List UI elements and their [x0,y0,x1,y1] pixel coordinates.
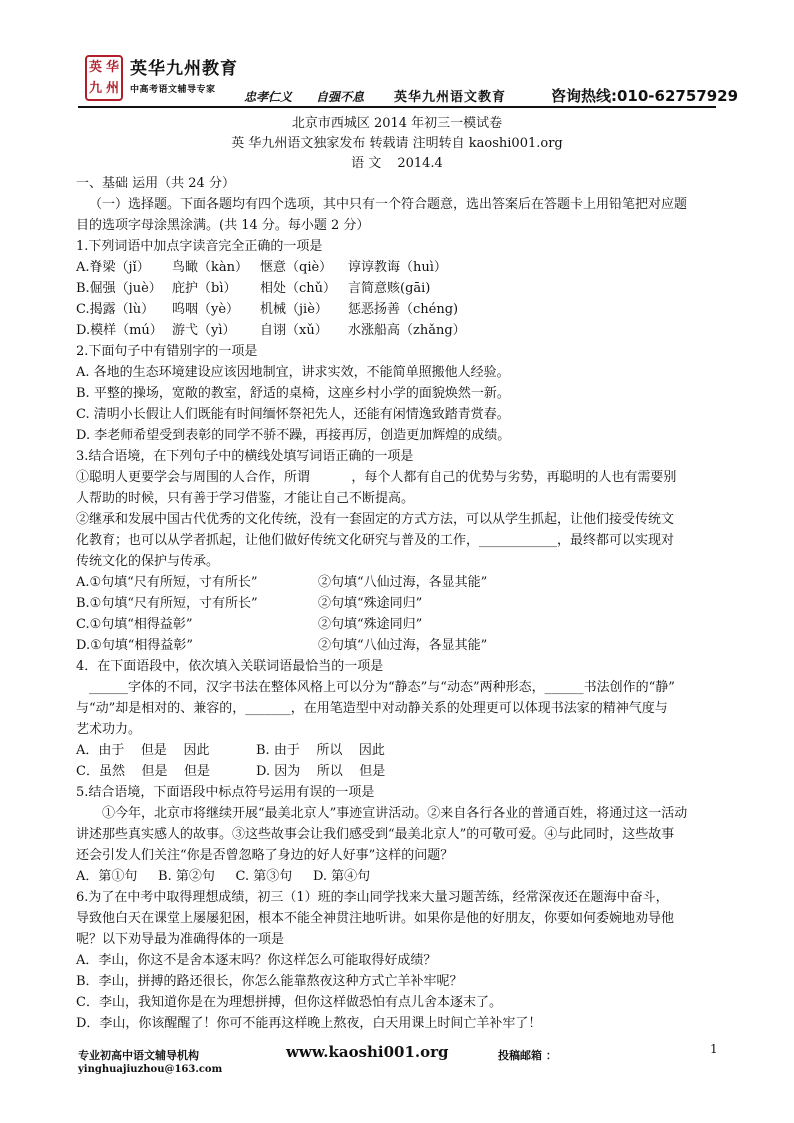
question-3-passage: ②继承和发展中国古代优秀的文化传统，没有一套固定的方式方法，可以从学生抓起，让他们接受传统文 [76,512,675,527]
option-word: 庇护（bì） [172,281,237,296]
option-choice: D. 因为 所以 但是 [256,764,386,779]
footer-email: yinghuajiuzhou@163.com [78,1064,223,1075]
option-word: 谆谆教诲（huì） [348,260,447,275]
option-part: ②句填“八仙过海，各显其能” [318,575,488,590]
question-1-option [76,299,721,320]
logo-char: 英 [88,60,102,75]
question-1-stem: 1.下列词语中加点字读音完全正确的一项是 [76,239,323,254]
question-4-passage: 与“动”却是相对的、兼容的，_______，在用笔造型中对动静关系的处理更可以体现书法家的精神气度与 [76,701,668,716]
question-6-option: C．李山，我知道你是在为理想拼搏，但你这样做恐怕有点儿舍本逐末了。 [76,995,502,1010]
subject-line [0,152,794,171]
footer-website-link[interactable]: www.kaoshi001.org [286,1043,449,1061]
option-part: ②句填“殊途同归” [318,596,423,611]
section-heading: 一、基础 运用（共 24 分） [76,176,235,191]
question-4-option [76,761,721,782]
option-part: ②句填“八仙过海，各显其能” [318,638,488,653]
question-6-option: B．李山，拼搏的路还很长，你怎么能靠熬夜这种方式亡羊补牢呢？ [76,974,463,989]
logo-char: 州 [105,81,119,96]
exam-title: 北京市西城区 2014 年初三一模试卷 [291,116,503,131]
hotline: 咨询热线:010-62757929 [551,87,739,105]
question-3-option [76,593,721,614]
motto-loyalty: 忠孝仁义 [244,90,293,104]
question-3-option [76,614,721,635]
question-1-option [76,257,721,278]
logo-name: 英华九州教育 [130,59,238,79]
question-2-option: D. 李老师希望受到表彰的同学不骄不躁，再接再厉，创造更加辉煌的成绩。 [76,428,511,443]
question-1-option [76,320,721,341]
question-3-stem: 3.结合语境，在下列句子中的横线处填写词语正确的一项是 [76,449,414,464]
option-choice: C．虽然 但是 但是 [76,764,211,779]
question-5-passage: 还会引发人们关注“你是否曾忽略了身边的好人好事”这样的问题？ [76,848,454,863]
question-3-passage: 传统文化的保护与传承。 [76,554,220,569]
option-part: ②句填“殊途同归” [318,617,423,632]
section-intro: （一）选择题。下面各题均有四个选项，其中只有一个符合题意，选出答案后在答题卡上用铅笔把对应题 [89,197,688,212]
option-word: 言简意赅(gāi) [348,281,431,296]
option-word: 机械（jiè） [260,302,328,317]
option-choice: A．由于 但是 因此 [76,743,210,758]
footer-org: 专业初高中语文辅导机构 [78,1049,199,1062]
option-part: D.①句填“相得益彰” [76,638,194,653]
option-part: B.①句填“尺有所短，寸有所长” [76,596,258,611]
logo-char: 九 [88,81,102,96]
option-word: 惬意（qiè） [260,260,333,275]
option-choice: B. 由于 所以 因此 [256,743,385,758]
question-4-passage: ______字体的不同，汉字书法在整体风格上可以分为“静态”与“动态”两种形态，______书法创作的“静” [89,680,675,695]
footer-submit-label: 投稿邮箱 ： [498,1049,557,1062]
option-word: 呜咽（yè） [172,302,240,317]
option-word: C.揭露（lù） [76,302,155,317]
question-6-option: D．李山，你该醒醒了！你可不能再这样晚上熬夜，白天用课上时间亡羊补牢了！ [76,1016,542,1031]
option-word: D.模样（mú） [76,323,163,338]
question-5-passage: ①今年，北京市将继续开展“最美北京人”事迹宣讲活动。②来自各行各业的普通百姓，将通过这一活动 [102,806,688,821]
publisher-note: 英 华九州语文独家发布 转载请 注明转自 kaoshi001.org [231,136,563,151]
option-word: 游弋（yì） [172,323,236,338]
option-word: 相处（chǔ） [260,281,337,296]
question-3-passage: 化教育；也可以从学者抓起，让他们做好传统文化研究与普及的工作，____________，最终都可以实现对 [76,533,675,548]
option-word: B.倔强（juè） [76,281,162,296]
option-word: A.脊梁（jǐ） [76,260,150,275]
option-part: A.①句填“尺有所短，寸有所长” [76,575,258,590]
header-divider [78,106,716,108]
brand-name: 英华九州语文教育 [394,90,507,105]
logo-emblem [85,55,123,101]
option-word: 鸟瞰（kàn） [172,260,249,275]
question-6-stem: 6.为了在中考中取得理想成绩，初三（1）班的李山同学找来大量习题苦练，经常深夜还在题海中奋斗， [76,890,669,905]
question-5-stem: 5.结合语境，下面语段中标点符号运用有误的一项是 [76,785,375,800]
option-word: 惩恶扬善（chéng) [348,302,459,317]
question-3-passage: 人帮助的时候，只有善于学习借鉴，才能让自己不断提高。 [76,491,415,506]
question-6-stem: 导致他白天在课堂上屡屡犯困，根本不能全神贯注地听讲。如果你是他的好朋友，你要如何委婉地劝导他 [76,911,675,926]
logo-tagline: 中高考语文辅导专家 [130,85,216,95]
exam-date: 2014.4 [397,156,443,171]
question-3-option [76,635,721,656]
question-2-stem: 2.下面句子中有错别字的一项是 [76,344,258,359]
question-2-option: A. 各地的生态环境建设应该因地制宜，讲求实效，不能简单照搬他人经验。 [76,365,510,380]
question-1-option [76,278,721,299]
question-4-passage: 艺术功力。 [76,722,142,737]
question-4-stem: 4．在下面语段中，依次填入关联词语最恰当的一项是 [76,659,384,674]
page-number: 1 [710,1042,718,1056]
question-3-option [76,572,721,593]
question-6-option: A．李山，你这不是舍本逐末吗？你这样怎么可能取得好成绩？ [76,953,437,968]
question-2-option: B. 平整的操场，宽敞的教室，舒适的桌椅，这座乡村小学的面貌焕然一新。 [76,386,510,401]
logo-char: 华 [105,60,119,75]
section-intro: 目的选项字母涂黑涂满。(共 14 分。每小题 2 分） [76,218,370,233]
option-word: 自诩（xǔ） [260,323,328,338]
question-2-option: C. 清明小长假让人们既能有时间缅怀祭祀先人，还能有闲情逸致踏青赏春。 [76,407,510,422]
question-5-options: A．第①句 B. 第②句 C. 第③句 D. 第④句 [76,869,371,884]
question-4-option [76,740,721,761]
question-3-passage: ①聪明人更要学会与周围的人合作，所谓 ，每个人都有自己的优势与劣势，再聪明的人也有需要别 [76,470,677,485]
question-6-stem: 呢？以下劝导最为准确得体的一项是 [76,932,285,947]
option-word: 水涨船高（zhǎng） [348,323,466,338]
option-part: C.①句填“相得益彰” [76,617,193,632]
exam-body [76,173,721,1034]
question-5-passage: 讲述那些真实感人的故事。③这些故事会让我们感受到“最美北京人”的可敬可爱。④与此同时，这些故事 [76,827,675,842]
motto-self-improvement: 自强不息 [316,90,365,104]
subject: 语 文 [351,156,382,171]
